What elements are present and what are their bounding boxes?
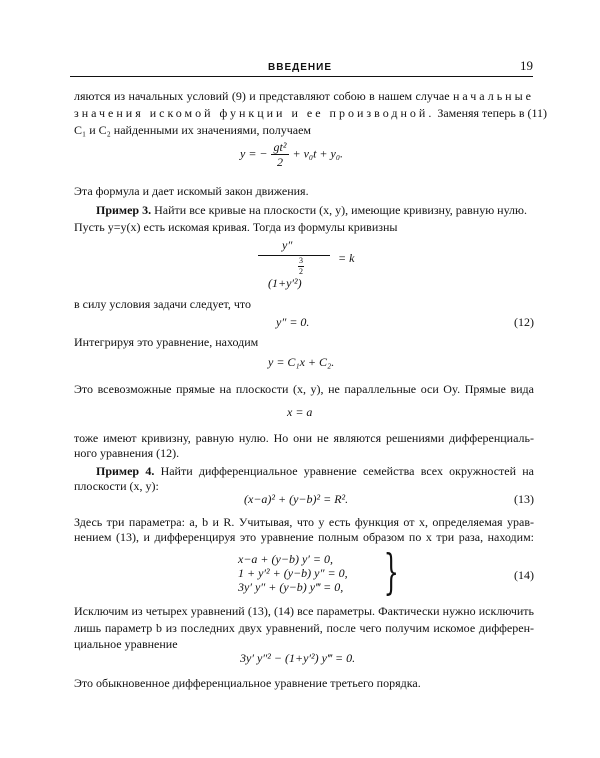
motion-numerator: gt²	[271, 140, 290, 155]
text-line-1-spaced: начальные	[452, 89, 534, 103]
text-line-16: Исключим из четырех уравнений (13), (14) все параметры. Фактически нужно исключить	[74, 604, 534, 618]
text-line-9: Это всевозможные прямые на плоскости (x, y), не параллельные оси Oy. Прямые вида	[74, 382, 534, 396]
text-line-13: плоскости (x, y):	[74, 479, 159, 493]
system-line-3: 3y′ y″ + (y−b) y‴ = 0,	[238, 580, 344, 594]
example-4-text: Найти дифференциальное уравнение семейства всех окружностей на	[160, 464, 534, 478]
text-line-14: Здесь три параметра: a, b и R. Учитывая, что y есть функция от x, определяемая урав-	[74, 515, 534, 529]
system-line-1: x−a + (y−b) y′ = 0,	[238, 552, 333, 566]
curvature-rhs: = k	[338, 251, 355, 265]
motion-lhs: y = −	[240, 146, 268, 161]
text-line-2-rest: Заменяя теперь в (11)	[437, 106, 548, 120]
system-brace: }	[383, 544, 399, 600]
text-line-15: нением (13), и дифференцируя это уравнение полным образом по x три раза, находим:	[74, 530, 534, 544]
motion-rhs: + v₀t + y₀.	[292, 146, 343, 161]
text-line-19: Это обыкновенное дифференциальное уравнение третьего порядка.	[74, 676, 421, 690]
equation-vertical-line: x = a	[287, 405, 313, 419]
example-4-label: Пример 4.	[96, 464, 155, 478]
running-header: ВВЕДЕНИЕ	[268, 62, 332, 73]
curvature-exponent-den: 2	[299, 266, 303, 276]
text-line-2-spaced: значения искомой функции и ее производной.	[74, 106, 435, 120]
curvature-exponent	[298, 256, 304, 276]
equation-motion	[240, 140, 343, 170]
page-number: 19	[520, 58, 533, 73]
curvature-numerator: y″	[282, 238, 293, 252]
text-line-10: тоже имеют кривизну, равную нулю. Но они не являются решениями дифференциаль-	[74, 431, 534, 445]
equation-12: y″ = 0.	[276, 315, 310, 329]
text-line-4: Эта формула и дает искомый закон движения.	[74, 184, 309, 198]
text-line-1-main: ляются из начальных условий (9) и представляют собою в нашем случае	[74, 89, 450, 103]
motion-fraction	[271, 140, 290, 170]
text-line-2	[74, 106, 548, 120]
header-rule	[70, 76, 533, 77]
equation-number-12: (12)	[514, 315, 534, 329]
equation-13: (x−a)² + (y−b)² = R².	[244, 492, 349, 506]
example-4-heading	[96, 464, 534, 478]
text-line-11: ного уравнения (12).	[74, 446, 180, 460]
curvature-fraction-bar	[258, 255, 330, 256]
curvature-denominator: (1+y′²)	[268, 276, 302, 290]
equation-final: 3y′ y″² − (1+y′²) y‴ = 0.	[240, 651, 356, 665]
text-line-18: циальное уравнение	[74, 637, 178, 651]
motion-denominator: 2	[277, 155, 283, 170]
text-line-3: C₁ и C₂ найденными их значениями, получаем	[74, 123, 312, 137]
text-line-17: лишь параметр b из последних двух уравнений, после чего получим искомое дифферен-	[74, 621, 534, 635]
text-line-7: в силу условия задачи следует, что	[74, 297, 252, 311]
equation-number-13: (13)	[514, 492, 534, 506]
system-line-2: 1 + y′² + (y−b) y″ = 0,	[238, 566, 348, 580]
text-line-6: Пусть y=y(x) есть искомая кривая. Тогда из формулы кривизны	[74, 220, 398, 234]
equation-general-line: y = C₁x + C₂.	[268, 355, 335, 369]
example-3-label: Пример 3.	[96, 203, 152, 217]
text-line-1	[74, 89, 534, 103]
example-3-heading	[96, 203, 534, 217]
text-line-8: Интегрируя это уравнение, находим	[74, 335, 259, 349]
curvature-exponent-num: 3	[299, 256, 303, 265]
example-3-text: Найти все кривые на плоскости (x, y), имеющие кривизну, равную нулю.	[154, 203, 527, 217]
equation-number-14: (14)	[514, 568, 534, 582]
